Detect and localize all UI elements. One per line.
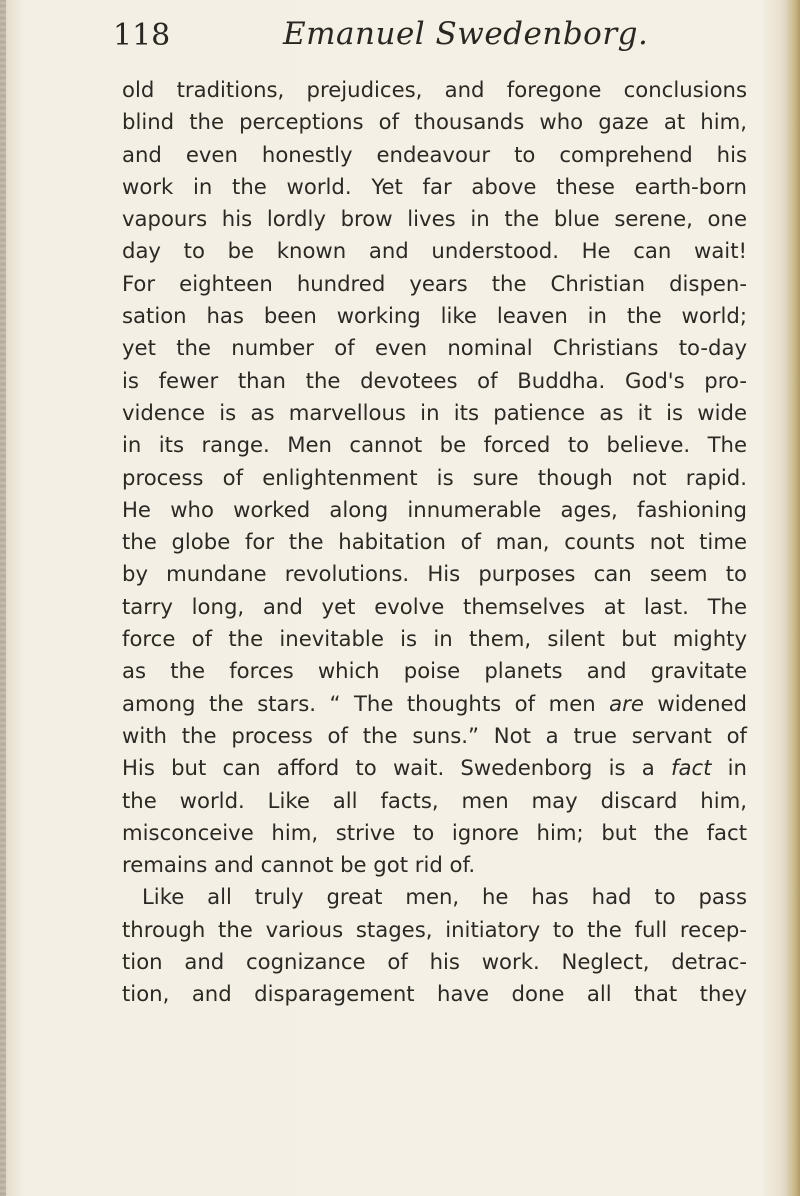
text-line: process of enlightenment is sure though not rapid. xyxy=(122,464,747,490)
text-line: vapours his lordly brow lives in the blue serene, one xyxy=(122,206,747,232)
text-line: the world. Like all facts, men may discard him, xyxy=(122,787,747,813)
text-line: tarry long, and yet evolve themselves at last. The xyxy=(122,593,747,619)
text-line: Like all truly great men, he has had to pass xyxy=(142,884,747,910)
text-line: old traditions, prejudices, and foregone conclusions xyxy=(122,77,747,102)
text-segment: widened xyxy=(643,690,748,716)
text-line: is fewer than the devotees of Buddha. God's pro- xyxy=(122,367,747,393)
page-outer-edge xyxy=(786,0,800,1196)
page-binding-edge xyxy=(0,0,6,1196)
page-number: 118 xyxy=(113,18,171,53)
text-line: day to be known and understood. He can wait! xyxy=(122,238,747,264)
text-line: He who worked along innumerable ages, fashioning xyxy=(122,496,747,522)
text-line: misconceive him, strive to ignore him; but the fact xyxy=(122,819,747,845)
text-line: the globe for the habitation of man, counts not time xyxy=(122,529,747,555)
text-line: through the various stages, initiatory to the full recep- xyxy=(122,916,747,942)
page-header xyxy=(113,14,753,62)
body-text xyxy=(122,74,747,1011)
text-line: vidence is as marvellous in its patience as it is wide xyxy=(122,399,747,425)
text-line: by mundane revolutions. His purposes can seem to xyxy=(122,561,747,587)
text-line: tion and cognizance of his work. Neglect, detrac- xyxy=(122,949,747,975)
text-segment: among the stars. “ The thoughts of men xyxy=(122,690,610,716)
text-line: in its range. Men cannot be forced to believe. The xyxy=(122,432,747,458)
text-line: and even honestly endeavour to comprehend his xyxy=(122,141,747,167)
text-line: as the forces which poise planets and gravitate xyxy=(122,658,747,684)
text-line xyxy=(122,688,747,720)
text-line: sation has been working like leaven in the world; xyxy=(122,303,747,329)
text-line: blind the perceptions of thousands who gaze at him, xyxy=(122,109,747,135)
text-line: with the process of the suns.” Not a true servant of xyxy=(122,722,747,748)
text-segment: His but can afford to wait. Swedenborg is a xyxy=(122,755,672,781)
text-line: tion, and disparagement have done all that they xyxy=(122,981,747,1007)
text-line: work in the world. Yet far above these earth-born xyxy=(122,173,747,199)
text-line: remains and cannot be got rid of. xyxy=(122,852,476,878)
running-title: Emanuel Swedenborg. xyxy=(283,16,649,52)
text-segment: in xyxy=(711,755,747,781)
italic-word: are xyxy=(609,690,644,716)
text-line xyxy=(122,752,747,784)
text-line: yet the number of even nominal Christians to-day xyxy=(122,335,747,361)
italic-word: fact xyxy=(671,755,712,781)
text-line: force of the inevitable is in them, silent but mighty xyxy=(122,626,747,652)
text-line: For eighteen hundred years the Christian dispen- xyxy=(122,270,747,296)
